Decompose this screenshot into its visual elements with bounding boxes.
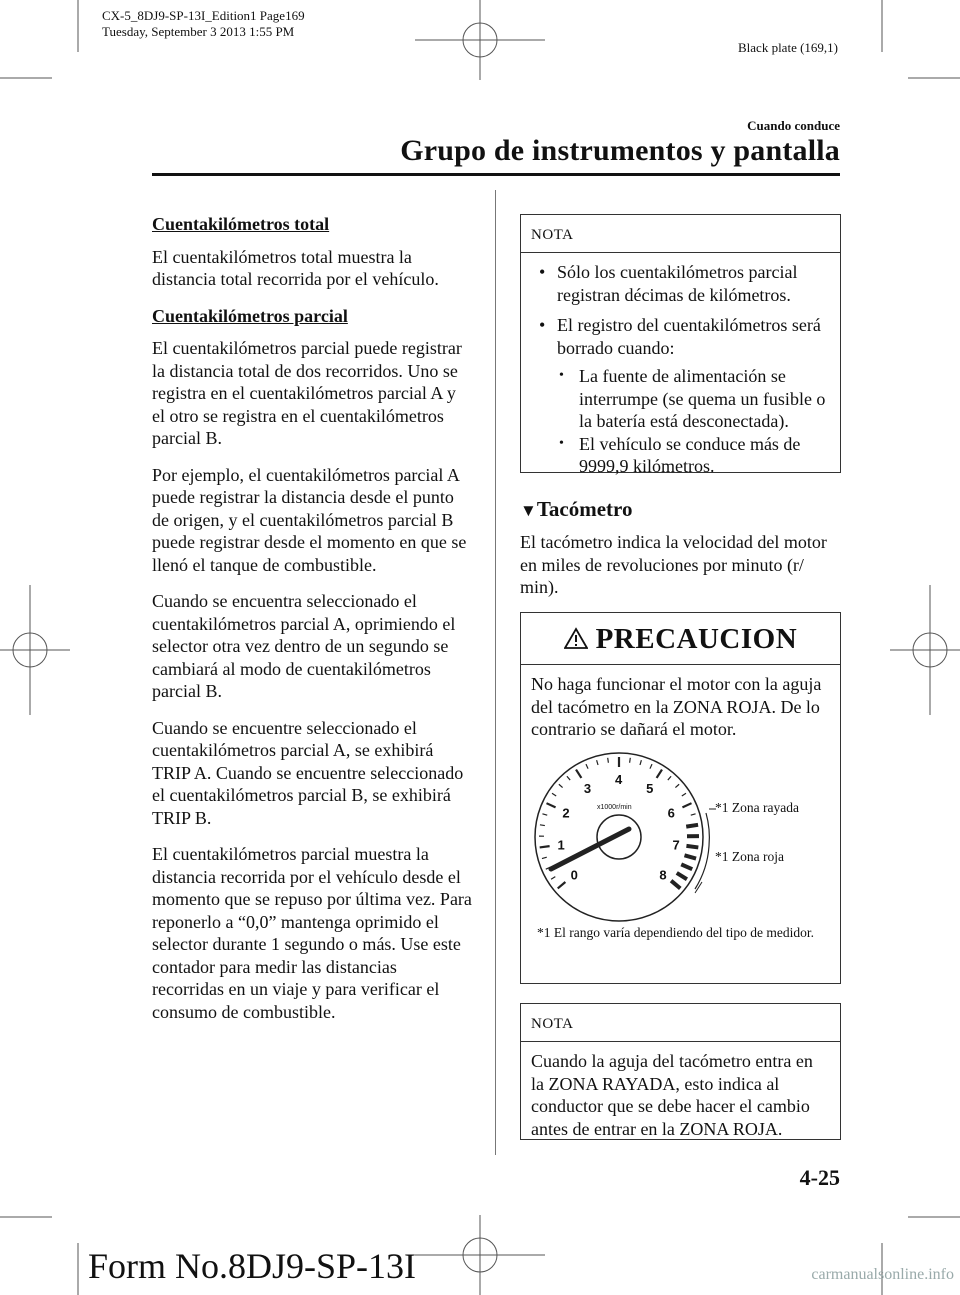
gauge-tick	[630, 758, 631, 763]
gauge-tick	[546, 803, 555, 807]
gauge-number: 8	[659, 867, 667, 883]
gauge-tick	[671, 881, 680, 889]
red-zone-label: *1 Zona roja	[715, 849, 784, 864]
note-bullet: • Sólo los cuentakilómetros parcial registran décimas de kilómetros.	[531, 261, 830, 306]
tachometer-heading: ▼Tacómetro	[520, 497, 633, 521]
gauge-tick	[681, 864, 692, 869]
subheading-trip-odometer: Cuentakilómetros parcial	[152, 305, 348, 326]
gauge-number: 4	[615, 772, 623, 787]
header-rule	[152, 173, 840, 176]
striped-zone-bracket	[706, 813, 709, 846]
gauge-hub	[597, 815, 641, 859]
footnote-mark: *1	[537, 925, 551, 940]
caution-heading: PRECAUCION	[521, 613, 840, 665]
left-column	[152, 213, 472, 1037]
note-heading: NOTA	[521, 1004, 840, 1042]
footnote	[537, 925, 827, 940]
gauge-number: 6	[667, 805, 675, 821]
gauge-tick	[567, 776, 570, 780]
gauge-tick	[682, 803, 691, 807]
gauge-tick	[540, 846, 550, 847]
watermark: carmanualsonline.info	[811, 1266, 954, 1283]
gauge-tick	[657, 770, 662, 778]
print-timestamp: Tuesday, September 3 2013 1:55 PM	[102, 24, 295, 39]
gauge-tick	[650, 764, 652, 769]
print-job-info	[102, 8, 305, 40]
tachometer-description: El tacómetro indica la velocidad del motor en miles de revoluciones por minuto (r/ min).	[520, 532, 827, 597]
gauge-number: 5	[646, 781, 654, 797]
paragraph: Cuando se encuentra seleccionado el cuentakilómetros parcial A, oprimiendo el selector otra vez dentro de un segundo se cambiará al modo de cuentakilómetros parcial B.	[152, 591, 456, 701]
gauge-tick	[540, 825, 545, 826]
triangle-down-icon: ▼	[520, 501, 537, 520]
warning-icon	[564, 627, 588, 649]
form-number: Form No.8DJ9-SP-13I	[88, 1246, 417, 1286]
note-sub-bullet: • El vehículo se conduce más de 9999,9 kilómetros.	[531, 433, 830, 478]
gauge-tick	[675, 784, 679, 787]
gauge-number: 1	[557, 837, 565, 853]
gauge-tick	[691, 814, 696, 815]
gauge-tick	[684, 855, 696, 858]
gauge-tick	[677, 873, 687, 879]
gauge-tick	[686, 846, 698, 848]
gauge-tick	[542, 814, 547, 815]
gauge-tick	[559, 784, 563, 787]
page-number: 4-25	[799, 1165, 840, 1190]
note-body: Cuando la aguja del tacómetro entra en la ZONA RAYADA, esto indica al conductor que se debe hacer el cambio antes de entrar en la ZONA ROJA.	[531, 1051, 813, 1139]
black-plate-label: Black plate (169,1)	[738, 40, 838, 55]
gauge-numbers	[557, 772, 679, 882]
column-divider	[495, 190, 496, 1155]
footnote-text: El rango varía dependiendo del tipo de medidor.	[553, 925, 815, 940]
page-title: Grupo de instrumentos y pantalla	[400, 134, 840, 167]
subheading-total-odometer: Cuentakilómetros total	[152, 214, 330, 234]
striped-zone-label: *1 Zona rayada	[715, 800, 799, 815]
gauge-tick	[686, 825, 698, 827]
gauge-tick	[551, 877, 555, 880]
note-heading: NOTA	[521, 215, 840, 253]
note-sub-bullet: • La fuente de alimentación se interrumpe (se quema un fusible o la batería está desconectada).	[531, 365, 830, 433]
gauge-tick	[552, 793, 556, 796]
gauge-tick	[576, 770, 581, 778]
paragraph: El cuentakilómetros total muestra la distancia total recorrida por el vehículo.	[152, 246, 439, 289]
gauge-number: 0	[570, 867, 578, 883]
note-bullet: • El registro del cuentakilómetros será borrado cuando:	[531, 314, 830, 359]
paragraph: El cuentakilómetros parcial puede registrar la distancia total de dos recorridos. Uno se registra en el cuentakilómetros parcial A y el otro se registra en el cuentakilómetros parcial B.	[152, 338, 462, 448]
caution-text: No haga funcionar el motor con la aguja del tacómetro en la ZONA ROJA. De lo contrario se dañará el motor.	[531, 674, 822, 739]
gauge-tick	[668, 776, 671, 780]
note-box	[520, 214, 841, 476]
gauge-tick	[640, 760, 641, 765]
gauge-number: 7	[672, 837, 680, 853]
paragraph: Cuando se encuentre seleccionado el cuentakilómetros parcial A, se exhibirá TRIP A. Cuando se encuentre seleccionado el cuentakilómetros parcial B, se exhibirá TRIP B.	[152, 717, 464, 828]
gauge-tick	[558, 882, 566, 888]
section-label: Cuando conduce	[747, 118, 840, 133]
gauge-number: 2	[562, 805, 570, 821]
paragraph: Por ejemplo, el cuentakilómetros parcial A puede registrar la distancia desde el punto de origen, y el cuentakilómetros parcial B puede registrar desde el momento en que se llenó el tanque de combustible.	[152, 464, 467, 575]
gauge-tick	[608, 758, 609, 763]
gauge-tick	[542, 857, 547, 858]
gauge-tick	[586, 764, 588, 769]
gauge-tick	[682, 793, 686, 796]
gauge-number: 3	[583, 781, 592, 797]
gauge-unit: x1000r/min	[597, 804, 632, 811]
note-body	[521, 253, 840, 486]
gauge-tick	[597, 760, 598, 765]
note-box-2	[520, 1003, 841, 1140]
print-file-name: CX-5_8DJ9-SP-13I_Edition1 Page169	[102, 8, 305, 23]
tachometer-diagram	[531, 751, 831, 941]
paragraph: El cuentakilómetros parcial muestra la distancia recorrida por el vehículo desde el momento que se repuso por última vez. Para reponerlo a “0,0” mantenga oprimido el selector durante 1 segundo o más. Use este contador para medir las distancias recorridas en un viaje y para verificar el consumo de combustible.	[152, 844, 472, 1022]
caution-box	[520, 612, 841, 984]
